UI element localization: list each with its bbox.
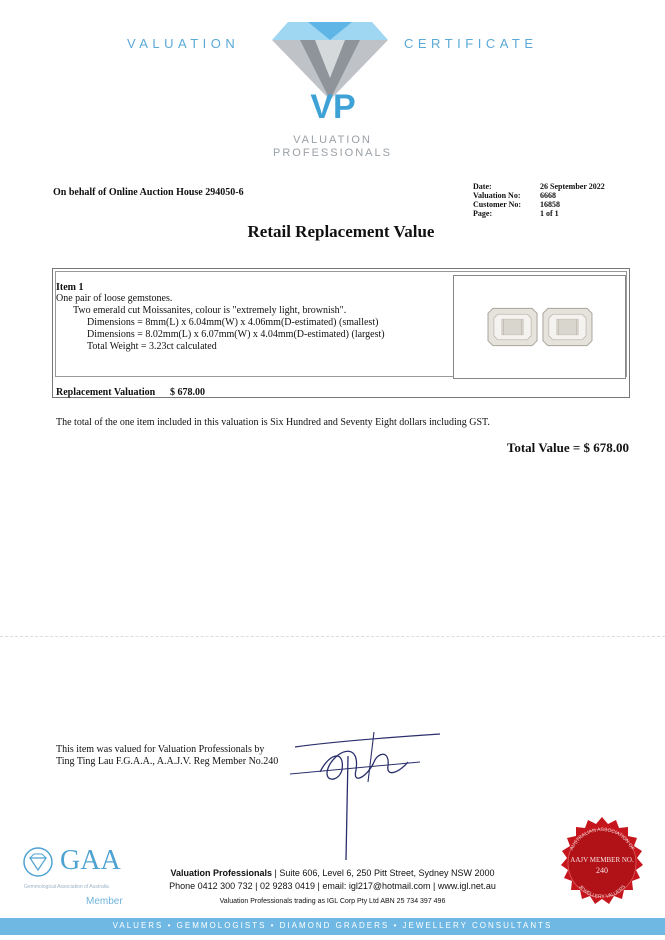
aajv-member-seal	[555, 816, 649, 910]
valuation-no-label: Valuation No:	[473, 191, 521, 200]
item-line-weight: Total Weight = 3.23ct calculated	[87, 341, 217, 352]
gaa-association-name: Gemmological Association of Australia	[24, 884, 109, 890]
signoff-line2: Ting Ting Lau F.G.A.A., A.A.J.V. Reg Member No.240	[56, 756, 279, 767]
total-statement: The total of the one item included in this valuation is Six Hundred and Seventy Eight dollars including GST.	[56, 417, 490, 428]
total-value: Total Value = $ 678.00	[506, 440, 629, 455]
on-behalf-text: On behalf of Online Auction House 294050-6	[53, 187, 244, 198]
gemstone-photo	[453, 275, 626, 379]
document-title: Retail Replacement Value	[247, 222, 435, 241]
replacement-valuation-value: $ 678.00	[170, 387, 205, 398]
header-valuation: VALUATION	[127, 36, 240, 51]
fold-line	[0, 636, 665, 637]
footer-contact: Phone 0412 300 732 | 02 9283 0419 | email: igl217@hotmail.com | www.igl.net.au	[169, 881, 496, 891]
footer-company: Valuation Professionals	[170, 868, 273, 878]
gaa-logo-text: GAA	[60, 845, 121, 876]
seal-member-text: AAJV MEMBER NO.	[570, 856, 634, 864]
seal-number: 240	[596, 866, 608, 875]
valuation-no-value: 6668	[540, 191, 556, 200]
item-description: One pair of loose gemstones.	[56, 293, 173, 304]
date-value: 26 September 2022	[540, 182, 605, 191]
logo-line-valuation: VALUATION	[293, 134, 372, 146]
item-line-dimensions-smallest: Dimensions = 8mm(L) x 6.04mm(W) x 4.06mm(D-estimated) (smallest)	[87, 317, 379, 328]
footer-address-text: | Suite 606, Level 6, 250 Pitt Street, Sydney NSW 2000	[272, 868, 495, 878]
vp-logo-text: VP	[310, 88, 356, 126]
page-value: 1 of 1	[540, 209, 559, 218]
item-heading: Item 1	[56, 282, 84, 293]
replacement-valuation-label: Replacement Valuation	[56, 387, 156, 398]
signoff-line1: This item was valued for Valuation Professionals by	[56, 744, 265, 755]
header-certificate: CERTIFICATE	[404, 36, 538, 51]
seal-bottom-text: JEWELLERY VALUERS	[576, 883, 628, 901]
customer-no-label: Customer No:	[473, 200, 522, 209]
item-line-dimensions-largest: Dimensions = 8.02mm(L) x 6.07mm(W) x 4.04mm(D-estimated) (largest)	[87, 329, 385, 340]
item-line-stones: Two emerald cut Moissanites, colour is "extremely light, brownish".	[73, 305, 347, 316]
logo-line-professionals: PROFESSIONALS	[273, 147, 392, 159]
gaa-member-label: Member	[86, 896, 123, 907]
signature	[290, 722, 450, 862]
footer-legal: Valuation Professionals trading as IGL Corp Pty Ltd ABN 25 734 397 496	[219, 898, 446, 905]
page-label: Page:	[473, 209, 493, 218]
customer-no-value: 16858	[540, 200, 560, 209]
date-label: Date:	[473, 182, 492, 191]
seal-top-text: AUSTRALIAN ASSOCIATION OF	[568, 826, 636, 852]
footer-band-text: VALUERS • GEMMOLOGISTS • DIAMOND GRADERS • JEWELLERY CONSULTANTS	[112, 921, 553, 930]
